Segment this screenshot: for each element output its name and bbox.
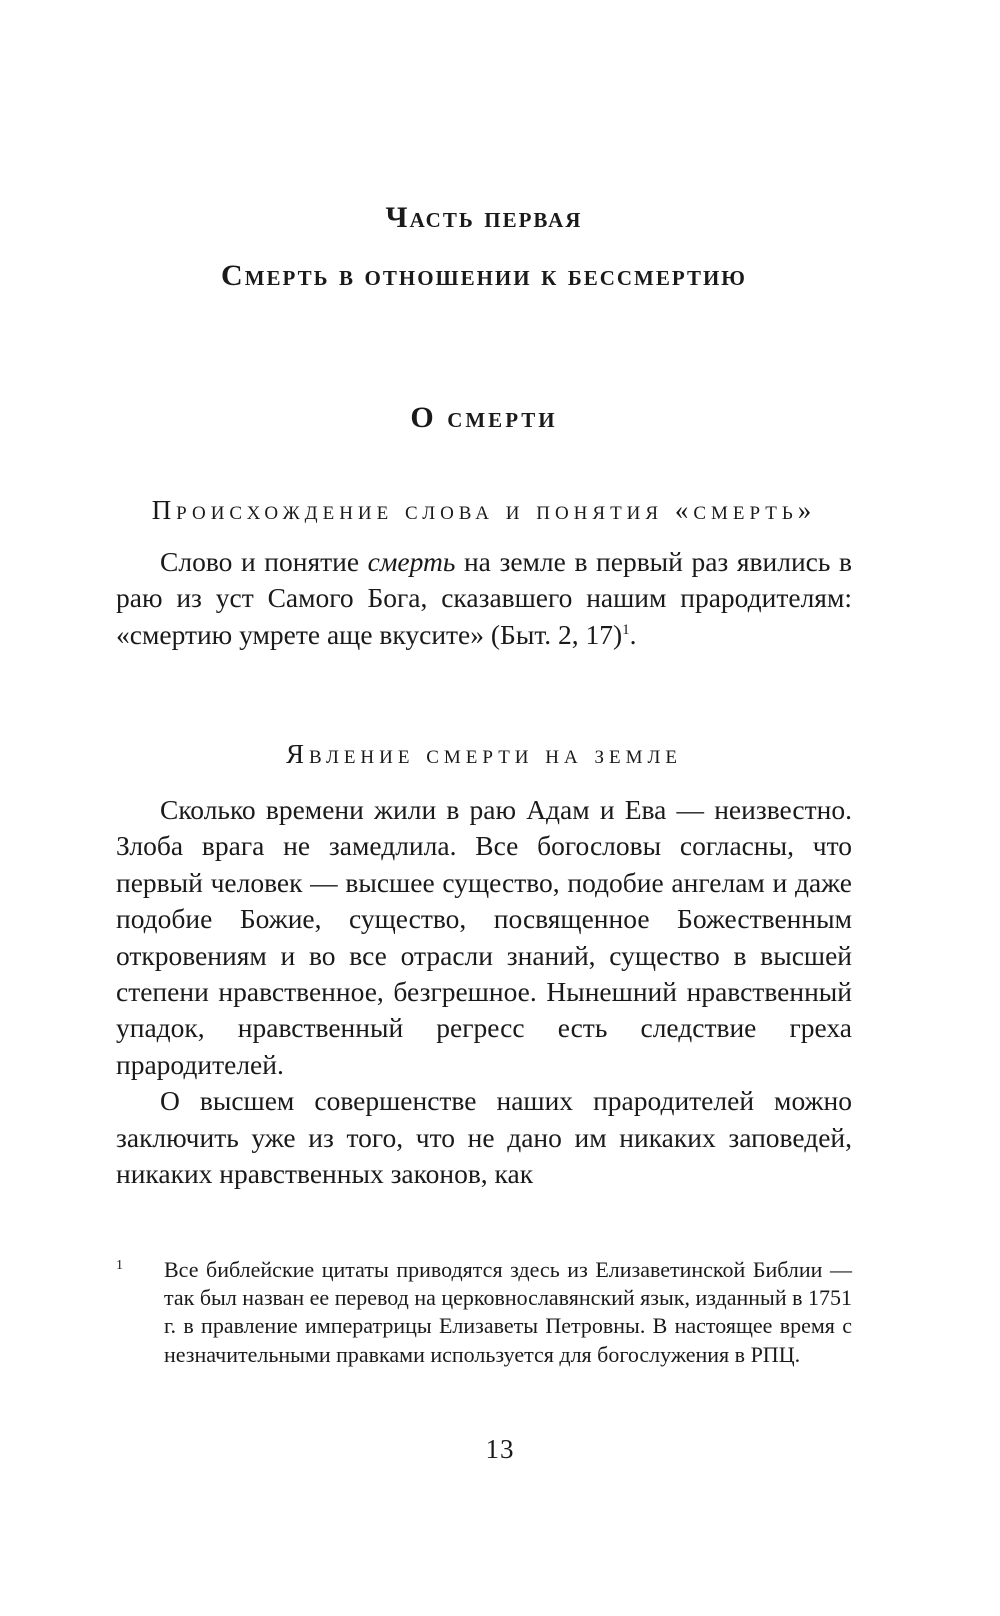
footnote-mark: 1	[116, 1258, 123, 1273]
paragraph-appearance-2: О высшем совершенстве наших прародителей можно заключить уже из того, что не дано им никаких заповедей, никаких нравственных законов, как	[116, 1085, 852, 1190]
subsection-title-origin: Происхождение слова и понятия «смерть»	[151, 495, 817, 525]
footnote-reference[interactable]: 1	[622, 621, 630, 638]
text-run: на земле в первый раз явились в раю из уст Самого Бога, сказавшего нашим прародителям: «смертию умрете аще вкусите» (Быт. 2, 17)	[116, 546, 852, 650]
footnote	[116, 1256, 852, 1369]
part-title-line-1: Часть первая	[385, 201, 583, 234]
subsection-title-appearance: Явление смерти на земле	[285, 739, 682, 769]
text-run: .	[629, 618, 637, 650]
part-title	[116, 196, 852, 298]
page-number: 13	[485, 1434, 515, 1464]
paragraph-origin	[116, 544, 852, 653]
section-title: О смерти	[410, 401, 558, 434]
footnote-text: Все библейские цитаты приводятся здесь из Елизаветинской Библии — так был назван ее перевод на церковнославянский язык, изданный в 1751 г. в правление императрицы Елизаветы Петровны. В настоящее время с незначительными правками используется для богослужения в РПЦ.	[164, 1257, 852, 1367]
paragraph-origin-text	[116, 544, 852, 653]
emphasis-word: смерть	[367, 546, 456, 577]
text-run: Слово и понятие	[160, 546, 368, 577]
paragraph-appearance-1: Сколько времени жили в раю Адам и Ева — неизвестно. Злоба врага не замедлила. Все богословы согласны, что первый человек — высшее существо, подобие ангелам и даже подобие Божие, существо, посвященное Божественным откровениям и во все отрасли знаний, существо в высшей степени нравственное, безгрешное. Нынешний нравственный упадок, нравственный регресс есть следствие греха прародителей.	[116, 794, 852, 1080]
part-title-line-2: Смерть в отношении к бессмертию	[221, 259, 747, 292]
paragraphs-appearance	[116, 792, 852, 1192]
